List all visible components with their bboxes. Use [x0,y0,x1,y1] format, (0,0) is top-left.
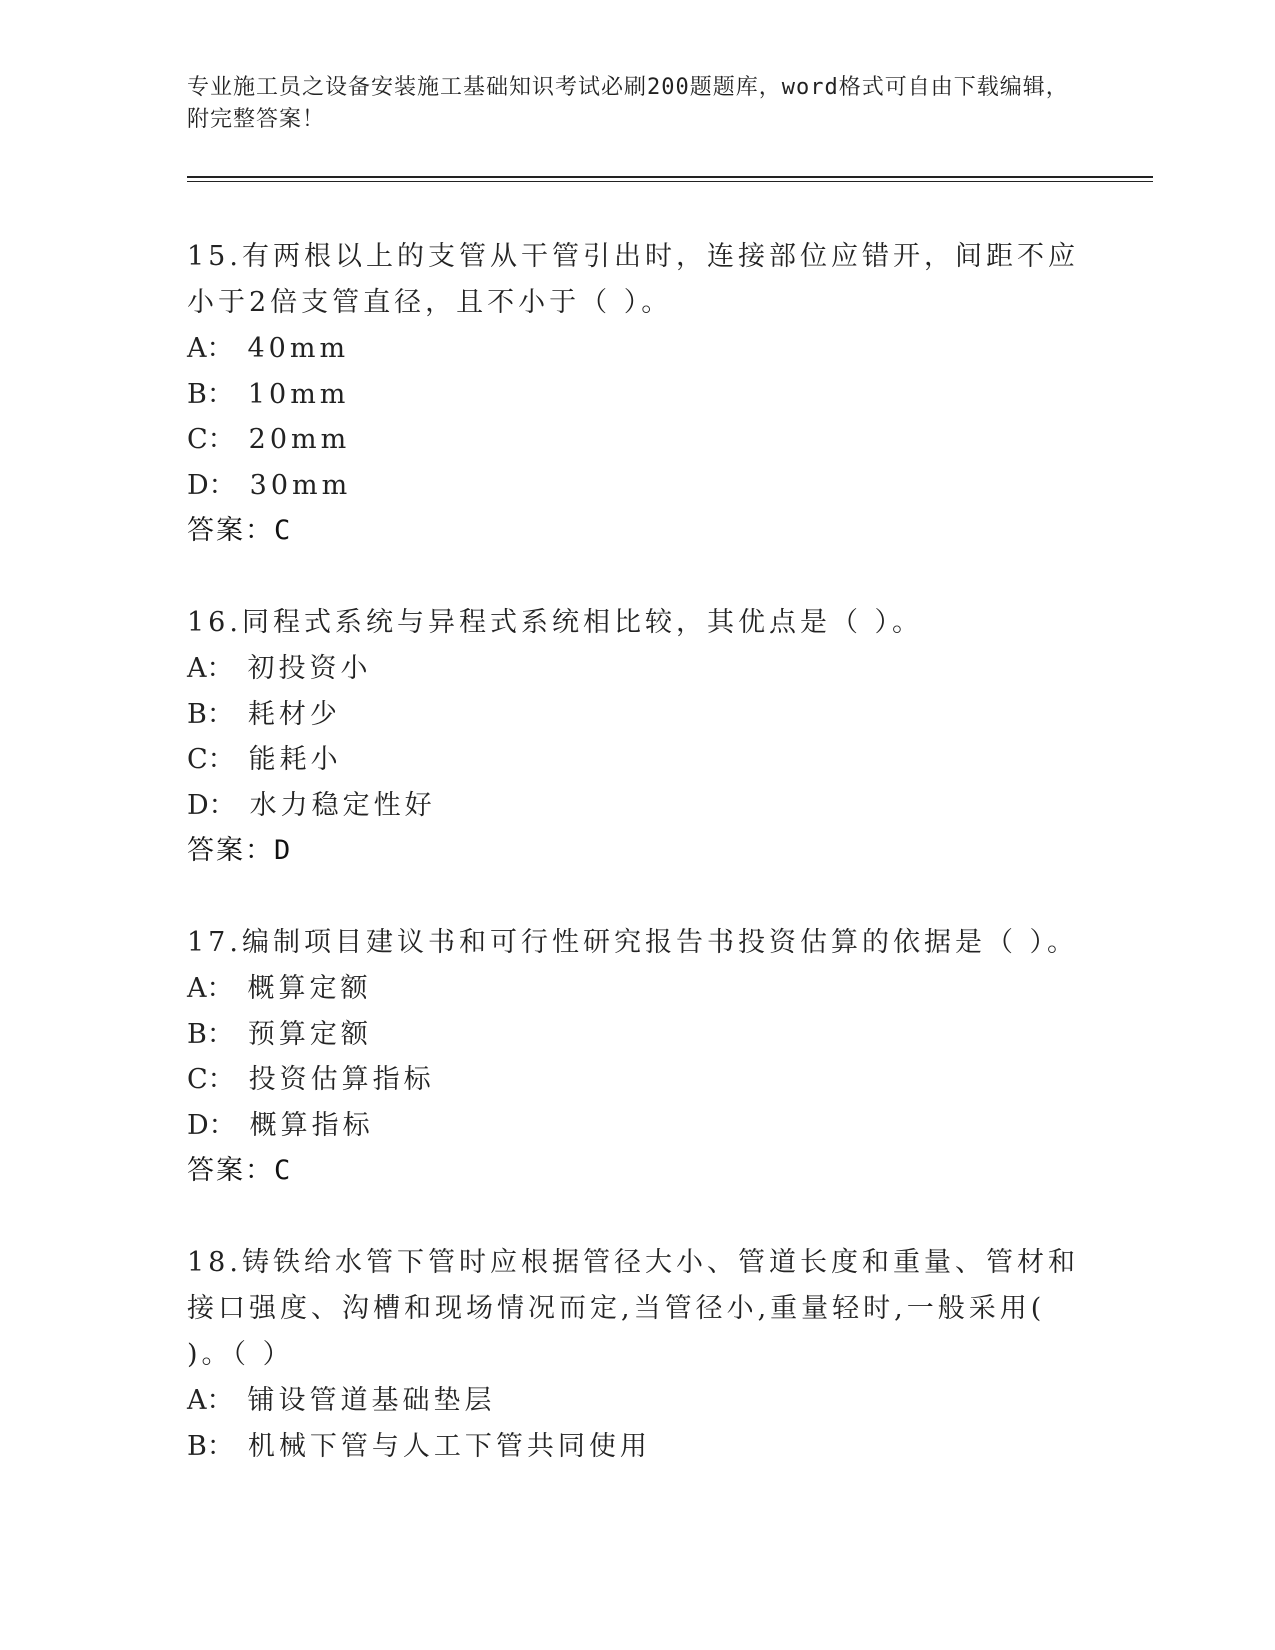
option-d [187,463,1087,509]
option-letter: C： [187,424,235,455]
option-text: 20mm [248,424,351,455]
option-text: 投资估算指标 [248,1064,435,1095]
option-text: 40mm [247,333,350,364]
question-16 [187,600,1087,874]
option-text: 能耗小 [248,744,342,775]
option-c [187,737,1087,783]
option-letter: C： [187,1064,235,1095]
option-text: 初投资小 [247,653,372,684]
option-letter: A： [187,1385,234,1416]
option-text: 概算定额 [247,973,372,1004]
option-text: 水力稳定性好 [249,789,436,821]
option-letter: B： [187,378,234,410]
option-letter: A： [187,333,234,364]
option-b [187,692,1087,738]
option-letter: B： [187,1430,234,1462]
option-letter: A： [187,973,234,1004]
option-b [187,372,1087,418]
question-list [187,234,1087,1515]
answer-label: 答案：D [187,835,293,866]
option-d [187,1103,1087,1149]
header-divider-thick [187,176,1153,178]
document-header: 专业施工员之设备安装施工基础知识考试必刷200题题库，word格式可自由下载编辑，附完整答案！ [187,75,1069,132]
answer-label: 答案：C [187,515,293,546]
header-divider-thin [187,181,1153,182]
option-a [187,646,1087,692]
option-text: 30mm [249,469,352,501]
option-letter: B： [187,1018,234,1050]
option-text: 机械下管与人工下管共同使用 [247,1430,651,1462]
question-text: 15.有两根以上的支管从干管引出时，连接部位应错开，间距不应小于2倍支管直径，且不小于（ ）。 [187,241,1079,318]
option-text: 铺设管道基础垫层 [247,1385,496,1416]
option-letter: A： [187,653,234,684]
question-18 [187,1240,1087,1469]
question-text: 18.铸铁给水管下管时应根据管径大小、管道长度和重量、管材和接口强度、沟槽和现场情况而定,当管径小,重量轻时,一般采用( )。（ ） [187,1247,1079,1370]
option-letter: C： [187,744,235,775]
question-17 [187,920,1087,1194]
option-a [187,966,1087,1012]
option-text: 10mm [247,378,350,410]
option-letter: B： [187,698,234,730]
option-c [187,1057,1087,1103]
option-a [187,1378,1087,1424]
option-text: 概算指标 [249,1109,374,1141]
option-b [187,1012,1087,1058]
option-text: 耗材少 [247,698,341,730]
question-text: 16.同程式系统与异程式系统相比较，其优点是（ ）。 [187,607,924,638]
option-letter: D： [187,1109,236,1141]
option-a [187,326,1087,372]
option-b [187,1424,1087,1470]
option-d [187,783,1087,829]
option-text: 预算定额 [247,1018,372,1050]
question-15 [187,234,1087,554]
option-c [187,417,1087,463]
question-text: 17.编制项目建议书和可行性研究报告书投资估算的依据是（ ）。 [187,927,1079,958]
option-letter: D： [187,789,236,821]
answer-label: 答案：C [187,1155,293,1186]
option-letter: D： [187,469,236,501]
